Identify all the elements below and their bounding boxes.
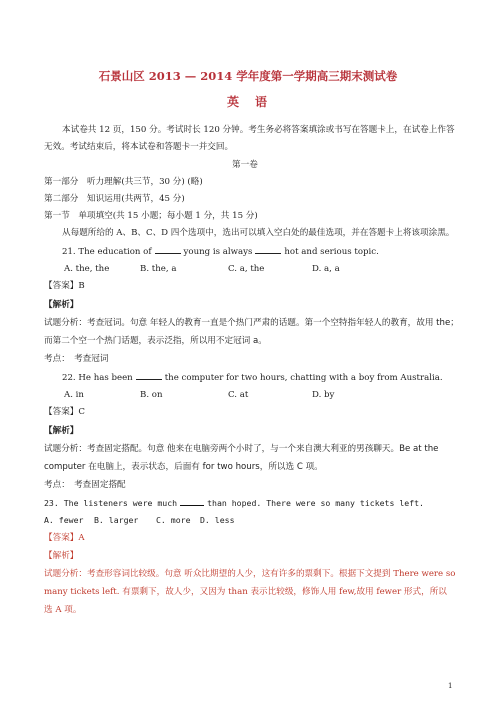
q21-option-d: D. a, a [312,264,340,274]
part-2-heading: 第二部分 知识运用(共两节，45 分) [44,194,185,204]
q23-option-d: D. less [200,515,235,525]
q23-stem-part-b: than hoped. There were so many tickets left. [207,498,424,508]
q21-analysis-line-2: 而第二个空一个热门话题，表示泛指，所以用不定冠词 a。 [44,336,267,346]
instruction-text: 从每题所给的 A、B、C、D 四个选项中，选出可以填入空白处的最佳选项，并在答题卡上将该项涂黑。 [62,228,455,238]
question-21-stem [62,245,379,258]
q21-answer: 【答案】B [44,281,85,291]
answer-blank [136,371,162,380]
q21-analysis-line-1: 试题分析：考查冠词。句意 年轻人的教育一直是个热门严肃的话题。第一个空特指年轻人的教育，故用 the； [44,318,459,328]
q21-option-b: B. the, a [140,264,177,274]
intro-line-2: 无效。考试结束后，将本试卷和答题卡一并交回。 [44,142,234,152]
q22-option-d: D. by [312,390,335,400]
exam-title: 石景山区 2013 — 2014 学年度第一学期高三期末测试卷 [98,69,398,83]
q22-analysis-line-1: 试题分析：考查固定搭配。句意 他来在电脑旁两个小时了，与一个来自澳大利亚的男孩聊天。Be at the [44,444,439,454]
q23-answer: 【答案】A [44,533,85,543]
q21-point: 考点： 考查冠词 [44,354,109,364]
question-23-stem [44,497,424,509]
q22-option-c: C. at [228,390,249,400]
q21-option-c: C. a, the [228,264,265,274]
q22-option-a: A. in [64,390,84,400]
q21-option-a: A. the, the [64,264,110,274]
q22-analysis-line-2: computer 在电脑上，表示状态，后面有 for two hours，所以选 C 项。 [44,462,323,472]
page-number: 1 [448,682,453,690]
q23-stem-part-a: 23. The listeners were much [44,498,178,508]
q23-analysis-line-1: 试题分析：考查形容词比较级。句意 听众比期望的人少，这有许多的票剩下。根据下文提到 There were so [44,569,456,579]
q23-option-b: B. larger [94,515,139,525]
q23-analysis-line-2: many tickets left. 有票剩下，故人少，又因为 than 表示比较级，修饰人用 few,故用 fewer 形式，所以 [44,587,447,597]
q22-answer: 【答案】C [44,407,85,417]
q21-stem-part-a: 21. The education of [62,247,152,257]
q21-analysis-label: 【解析】 [44,300,79,310]
intro-line-1: 本试卷共 12 页，150 分。考试时长 120 分钟。考生务必将答案填涂或书写在答题卡上，在试卷上作答 [62,125,455,135]
q23-analysis-label: 【解析】 [44,551,79,561]
q21-stem-part-c: hot and serious topic. [284,247,379,257]
q23-analysis-line-3: 选 A 项。 [44,605,82,615]
answer-blank [155,245,181,254]
q22-point: 考点： 考查固定搭配 [44,480,126,490]
subject-title: 英 语 [226,95,269,109]
q23-option-a: A. fewer [44,515,84,525]
q22-stem-part-b: the computer for two hours, chatting with a boy from Australia. [164,373,443,383]
volume-heading: 第一卷 [232,160,258,170]
q22-option-b: B. on [140,390,163,400]
part-1-heading: 第一部分 听力理解(共三节，30 分) (略) [44,177,203,187]
q23-option-c: C. more [156,515,191,525]
answer-blank [255,245,281,254]
question-22-stem [62,371,443,384]
q22-stem-part-a: 22. He has been [62,373,133,383]
q22-analysis-label: 【解析】 [44,426,79,436]
answer-blank [180,497,204,506]
q21-stem-part-b: young is always [183,247,253,257]
section-1-heading: 第一节 单项填空(共 15 小题；每小题 1 分，共 15 分) [44,211,258,221]
